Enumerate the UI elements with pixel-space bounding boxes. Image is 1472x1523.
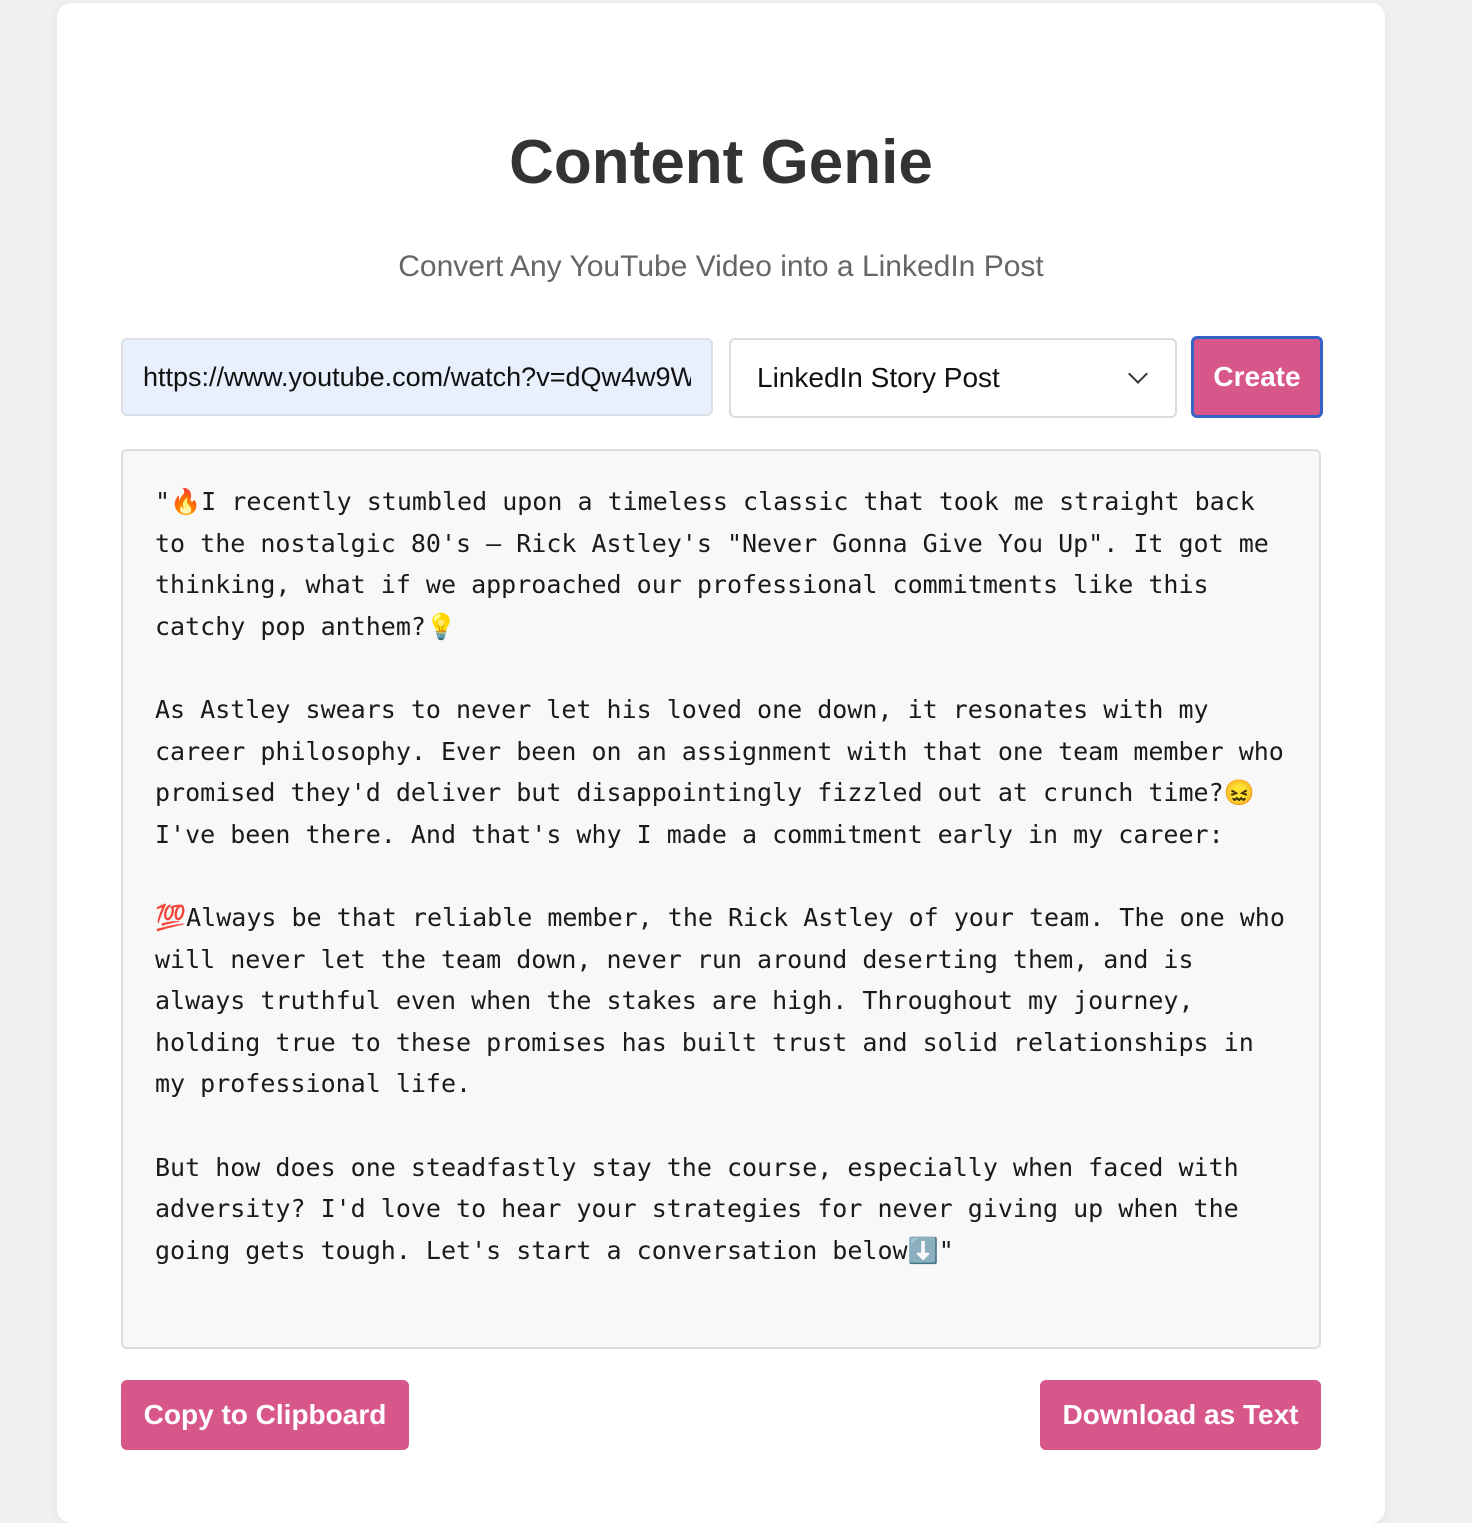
main-card — [57, 3, 1385, 1523]
chevron-down-icon — [1128, 364, 1148, 384]
page-subtitle: Convert Any YouTube Video into a LinkedIn Post — [398, 250, 1044, 283]
page-title: Content Genie — [509, 128, 933, 197]
post-type-selected-value: LinkedIn Story Post — [757, 362, 1000, 393]
create-button[interactable]: Create — [1191, 336, 1323, 418]
youtube-url-input[interactable] — [121, 338, 713, 416]
post-type-select[interactable] — [729, 338, 1177, 418]
copy-to-clipboard-button[interactable]: Copy to Clipboard — [121, 1380, 409, 1450]
download-as-text-button[interactable]: Download as Text — [1040, 1380, 1321, 1450]
generated-post-output[interactable]: "🔥I recently stumbled upon a timeless classic that took me straight back to the nostalgic 80's – Rick Astley's "Never Gonna Give You Up". It got me thinking, what if we approached our professional commitments like this catchy pop anthem?💡 As Astley swears to never let his loved one down, it resonates with my career philosophy. Ever been on an assignment with that one team member who promised they'd deliver but disappointingly fizzled out at crunch time?😖I've been there. And that's why I made a commitment early in my career: 💯Always be that reliable member, the Rick Astley of your team. The one who will never let the team down, never run around deserting them, and is always truthful even when the stakes are high. Throughout my journey, holding true to these promises has built trust and solid relationships in my professional life. But how does one steadfastly stay the course, especially when faced with adversity? I'd love to hear your strategies for never giving up when the going gets tough. Let's start a conversation below⬇️" — [121, 449, 1321, 1349]
